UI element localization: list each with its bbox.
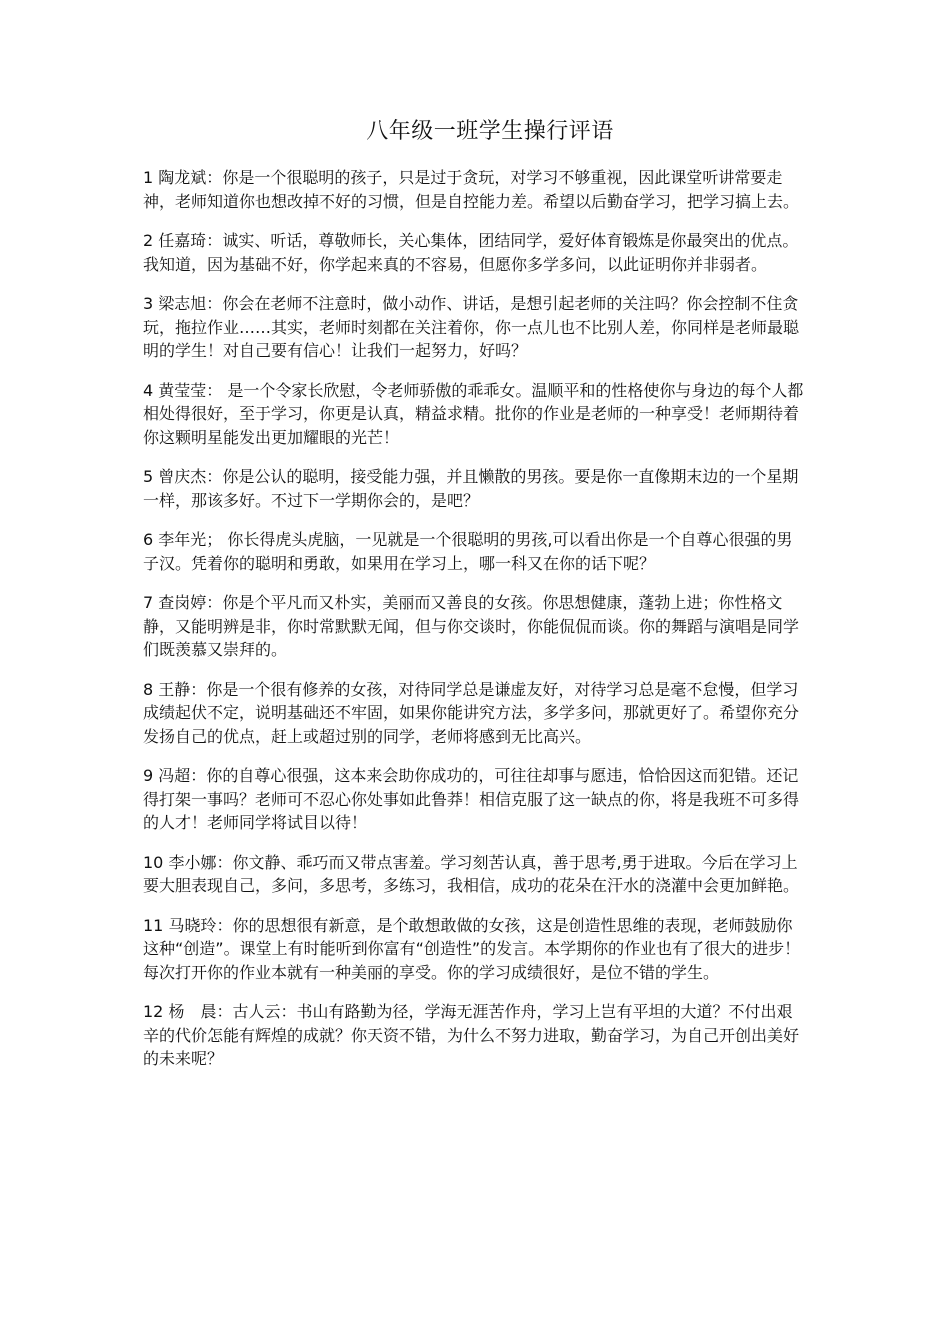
student-name: 查岗婷 — [158, 593, 207, 612]
entry-text: 你长得虎头虎脑，一见就是一个很聪明的男孩,可以看出你是一个自尊心很强的男子汉。凭着你的聪明和勇敢，如果用在学习上，哪一科又在你的话下呢？ — [143, 530, 793, 573]
entry-separator: ： — [216, 852, 233, 872]
entry-number: 2 — [143, 231, 154, 250]
entry-text: 你是公认的聪明，接受能力强，并且懒散的男孩。要是你一直像期末边的一个星期一样，那该多好。不过下一学期你会的，是吧？ — [143, 467, 799, 510]
entry-text: 你的思想很有新意，是个敢想敢做的女孩，这是创造性思维的表现，老师鼓励你这种“创造”。课堂上有时能听到你富有“创造性”的发言。本学期你的作业也有了很大的进步！每次打开你的作业本就有一种美丽的享受。你的学习成绩很好，是位不错的学生。 — [143, 915, 801, 982]
entry-text: 你是一个很有修养的女孩，对待同学总是谦虚友好，对待学习总是毫不怠慢，但学习成绩起伏不定，说明基础还不牢固，如果你能讲究方法，多学多问，那就更好了。希望你充分发扬自己的优点，赶上或超过别的同学，老师将感到无比高兴。 — [143, 679, 800, 746]
entry-separator: ： — [206, 231, 223, 250]
entry-number: 4 — [143, 380, 154, 400]
document-title: 八年级一班学生操行评语 — [366, 119, 614, 144]
entry-separator: ： — [190, 679, 207, 699]
entry-text: 是一个令家长欣慰，令老师骄傲的乖乖女。温顺平和的性格使你与身边的每个人都相处得很好，至于学习，你更是认真，精益求精。批你的作业是老师的一种享受！老师期待着你这颗明星能发出更加耀眼的光芒！ — [143, 380, 804, 447]
student-name: 黄莹莹 — [158, 380, 207, 400]
student-name: 任嘉琦 — [158, 231, 207, 250]
entry-separator: ： — [216, 915, 233, 935]
comment-entry — [143, 528, 808, 575]
comment-entry — [143, 914, 808, 985]
comment-entry — [143, 1000, 808, 1071]
student-name: 李小娜 — [168, 852, 217, 872]
student-name: 冯超 — [158, 766, 191, 785]
student-name: 李年光 — [158, 530, 207, 549]
entry-number: 12 — [143, 1002, 164, 1021]
entry-number: 6 — [143, 530, 154, 549]
comment-entry — [143, 229, 808, 276]
comment-entry — [143, 292, 808, 363]
entry-number: 3 — [143, 294, 154, 313]
student-name: 马晓玲 — [168, 915, 217, 935]
entry-text: 你是一个很聪明的孩子，只是过于贪玩，对学习不够重视，因此课堂听讲常要走神，老师知道你也想改掉不好的习惯，但是自控能力差。希望以后勤奋学习，把学习搞上去。 — [143, 168, 800, 211]
entry-separator: ： — [206, 168, 223, 187]
student-name: 梁志旭 — [158, 294, 207, 313]
entry-separator: ： — [206, 294, 223, 313]
entry-number: 7 — [143, 593, 154, 612]
student-name: 杨 晨 — [168, 1002, 217, 1021]
entry-separator: ： — [216, 1002, 233, 1021]
comment-entry — [143, 591, 808, 662]
entry-text: 你文静、乖巧而又带点害羞。学习刻苦认真，善于思考,勇于进取。今后在学习上要大胆表现自己，多问，多思考，多练习，我相信，成功的花朵在汗水的浇灌中会更加鲜艳。 — [143, 852, 800, 895]
comment-entry — [143, 379, 808, 450]
entry-text: 诚实、听话，尊敬师长，关心集体，团结同学，爱好体育锻炼是你最突出的优点。我知道，因为基础不好，你学起来真的不容易，但愿你多学多问，以此证明你并非弱者。 — [143, 231, 799, 274]
comment-entry — [143, 465, 808, 512]
entry-separator: ： — [206, 593, 223, 612]
entry-text: 你的自尊心很强，这本来会助你成功的，可往往却事与愿违，恰恰因这而犯错。还记得打架一事吗？老师可不忍心你处事如此鲁莽！相信克服了这一缺点的你，将是我班不可多得的人才！老师同学将试目以待！ — [143, 766, 800, 832]
entry-number: 1 — [143, 168, 154, 187]
comment-entry — [143, 851, 808, 898]
entry-separator: ： — [190, 766, 207, 785]
entry-number: 8 — [143, 679, 154, 699]
entry-separator: ； — [206, 530, 228, 549]
comment-list — [143, 166, 808, 1087]
entry-number: 9 — [143, 766, 154, 785]
entry-separator: ： — [206, 467, 223, 486]
entry-separator: ： — [206, 380, 223, 400]
entry-text: 你是个平凡而又朴实，美丽而又善良的女孩。你思想健康，蓬勃上进；你性格文静，又能明辨是非，你时常默默无闻，但与你交谈时，你能侃侃而谈。你的舞蹈与演唱是同学们既羡慕又崇拜的。 — [143, 593, 800, 659]
entry-number: 10 — [143, 852, 164, 872]
entry-number: 5 — [143, 467, 154, 486]
comment-entry — [143, 764, 808, 835]
comment-entry — [143, 166, 808, 213]
comment-entry — [143, 678, 808, 749]
entry-text: 古人云：书山有路勤为径，学海无涯苦作舟，学习上岂有平坦的大道？不付出艰辛的代价怎能有辉煌的成就？你天资不错，为什么不努力进取，勤奋学习，为自己开创出美好的未来呢？ — [143, 1002, 800, 1068]
entry-number: 11 — [143, 915, 164, 935]
student-name: 王静 — [158, 679, 191, 699]
student-name: 陶龙斌 — [158, 168, 207, 187]
student-name: 曾庆杰 — [158, 467, 207, 486]
entry-text: 你会在老师不注意时，做小动作、讲话，是想引起老师的关注吗？你会控制不住贪玩，拖拉作业……其实，老师时刻都在关注着你，你一点儿也不比别人差，你同样是老师最聪明的学生！对自己要有信心！让我们一起努力，好吗？ — [143, 294, 800, 360]
